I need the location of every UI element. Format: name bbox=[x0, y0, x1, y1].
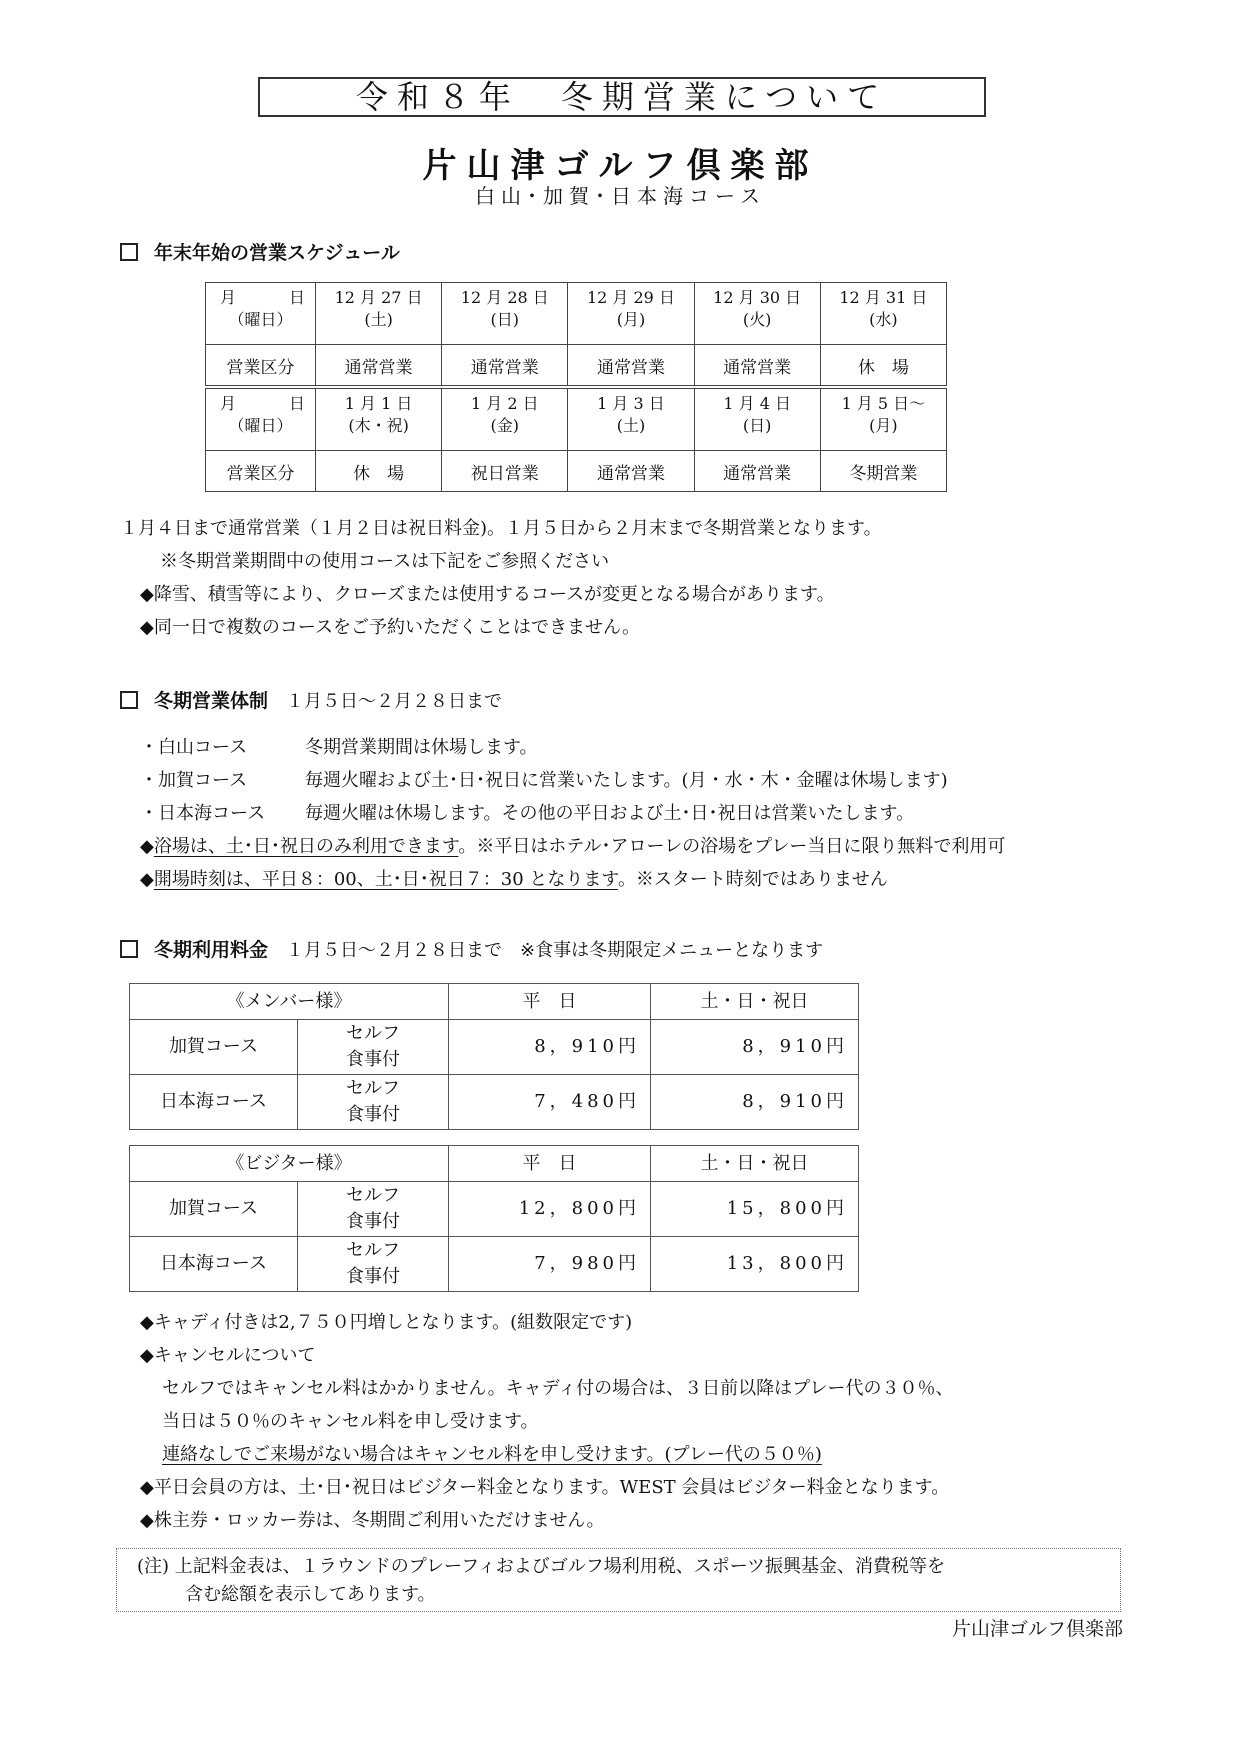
row-label-kind: 営業区分 bbox=[206, 345, 316, 388]
col-weekday: 平 日 bbox=[449, 1146, 651, 1182]
club-name: 片山津ゴルフ倶楽部 bbox=[422, 146, 819, 186]
fee-row bbox=[130, 1020, 859, 1075]
kind-cell: 休 場 bbox=[316, 451, 442, 492]
course-list: 白山･加賀･日本海コース bbox=[475, 184, 766, 208]
label-weekday: （曜日） bbox=[228, 310, 293, 329]
fee-header-row bbox=[130, 984, 859, 1020]
schedule-cell: 12 月 28 日 (日) bbox=[442, 283, 568, 345]
footnote-line: 含む総額を表示してあります。 bbox=[185, 1584, 436, 1605]
fee-row bbox=[130, 1182, 859, 1237]
cancel-text: セルフではキャンセル料はかかりません。キャディ付の場合は、３日前以降はプレー代の３０％、 bbox=[162, 1378, 954, 1399]
footnote-box bbox=[116, 1548, 1121, 1612]
course-name: 加賀コース bbox=[130, 1020, 298, 1075]
schedule-note: ◆同一日で複数のコースをご予約いただくことはできません。 bbox=[140, 617, 641, 638]
schedule-date-row bbox=[206, 387, 947, 451]
member-label: 《メンバー様》 bbox=[130, 984, 449, 1020]
label-month: 月 bbox=[220, 288, 237, 307]
schedule-note: ◆降雪、積雪等により、クローズまたは使用するコースが変更となる場合があります。 bbox=[140, 584, 835, 605]
visitor-label: 《ビジター様》 bbox=[130, 1146, 449, 1182]
course-name: 日本海コース bbox=[130, 1075, 298, 1130]
kind-cell: 通常営業 bbox=[694, 345, 820, 388]
section-period: １月５日～２月２８日まで bbox=[286, 940, 503, 961]
price-weekend: 15，800円 bbox=[651, 1182, 859, 1237]
price-weekday: 7，480円 bbox=[449, 1075, 651, 1130]
kind-cell: 通常営業 bbox=[442, 345, 568, 388]
kind-cell: 通常営業 bbox=[316, 345, 442, 388]
meal-note: ※食事は冬期限定メニューとなります bbox=[520, 940, 824, 961]
kind-cell: 通常営業 bbox=[568, 345, 694, 388]
checkbox-square-icon bbox=[120, 691, 138, 709]
document-title: 令和８年 冬期営業について bbox=[258, 77, 986, 117]
fee-header-row bbox=[130, 1146, 859, 1182]
price-weekend: 13，800円 bbox=[651, 1237, 859, 1292]
schedule-kind-row bbox=[206, 451, 947, 492]
schedule-cell: 1 月 2 日 (金) bbox=[442, 387, 568, 451]
checkbox-square-icon bbox=[120, 243, 138, 261]
fee-row bbox=[130, 1237, 859, 1292]
row-label-kind: 営業区分 bbox=[206, 451, 316, 492]
course-ops-item: ・加賀コース 毎週火曜および土･日･祝日に営業いたします。(月・水・木・金曜は休場します) bbox=[140, 770, 948, 791]
kind-cell: 休 場 bbox=[820, 345, 946, 388]
schedule-cell: 1 月 3 日 (土) bbox=[568, 387, 694, 451]
plan: セルフ 食事付 bbox=[298, 1237, 449, 1292]
section-title: 年末年始の営業スケジュール bbox=[154, 242, 400, 264]
course-name: 日本海コース bbox=[130, 1237, 298, 1292]
holiday-schedule-table bbox=[205, 282, 947, 492]
label-day: 日 bbox=[288, 288, 305, 307]
schedule-cell: 1 月 1 日 (木・祝) bbox=[316, 387, 442, 451]
row-label-date: 月 日 （曜日） bbox=[206, 387, 316, 451]
schedule-cell: 1 月 5 日～ (月) bbox=[820, 387, 946, 451]
cancel-text: 当日は５０％のキャンセル料を申し受けます。 bbox=[162, 1411, 539, 1432]
plan: セルフ 食事付 bbox=[298, 1020, 449, 1075]
cancel-text-noshow: 連絡なしでご来場がない場合はキャンセル料を申し受けます。(プレー代の５０％) bbox=[162, 1444, 822, 1465]
price-weekend: 8，910円 bbox=[651, 1020, 859, 1075]
member-fee-table bbox=[129, 983, 859, 1130]
plan: セルフ 食事付 bbox=[298, 1182, 449, 1237]
schedule-kind-row bbox=[206, 345, 947, 388]
price-weekday: 12，800円 bbox=[449, 1182, 651, 1237]
kind-cell: 通常営業 bbox=[568, 451, 694, 492]
kind-cell: 通常営業 bbox=[694, 451, 820, 492]
price-weekend: 8，910円 bbox=[651, 1075, 859, 1130]
section-heading-fees bbox=[120, 935, 823, 962]
price-weekday: 7，980円 bbox=[449, 1237, 651, 1292]
weekday-member-note: ◆平日会員の方は、土･日･祝日はビジター料金となります。WEST 会員はビジター料金となります。 bbox=[140, 1477, 950, 1498]
schedule-cell: 12 月 30 日 (火) bbox=[694, 283, 820, 345]
schedule-cell: 12 月 27 日 (土) bbox=[316, 283, 442, 345]
col-weekday: 平 日 bbox=[449, 984, 651, 1020]
fee-row bbox=[130, 1075, 859, 1130]
schedule-cell: 12 月 29 日 (月) bbox=[568, 283, 694, 345]
kind-cell: 冬期営業 bbox=[820, 451, 946, 492]
section-period: １月５日～２月２８日まで bbox=[286, 691, 503, 712]
course-ops-item: ・日本海コース 毎週火曜は休場します。その他の平日および土･日･祝日は営業いたします。 bbox=[140, 803, 915, 824]
visitor-fee-table bbox=[129, 1145, 859, 1292]
ticket-note: ◆株主券・ロッカー券は、冬期間ご利用いただけません。 bbox=[140, 1510, 605, 1531]
schedule-cell: 12 月 31 日 (水) bbox=[820, 283, 946, 345]
section-title: 冬期利用料金 bbox=[154, 939, 269, 961]
course-name: 加賀コース bbox=[130, 1182, 298, 1237]
bath-note: ◆浴場は、土･日･祝日のみ利用できます。※平日はホテル･アローレの浴場をプレー当日に限り無料で利用可 bbox=[140, 836, 1006, 857]
row-label-date bbox=[206, 283, 316, 345]
col-weekend: 土・日・祝日 bbox=[651, 984, 859, 1020]
schedule-note: ※冬期営業期間中の使用コースは下記をご参照ください bbox=[160, 551, 610, 572]
schedule-note: １月４日まで通常営業（１月２日は祝日料金)。１月５日から２月末まで冬期営業となります。 bbox=[120, 518, 882, 539]
signature: 片山津ゴルフ倶楽部 bbox=[951, 1618, 1123, 1640]
section-heading-schedule bbox=[120, 238, 400, 265]
section-title: 冬期営業体制 bbox=[154, 690, 269, 712]
footnote-line: (注) 上記料金表は、１ラウンドのプレーフィおよびゴルフ場利用税、スポーツ振興基金、消費税等を bbox=[137, 1556, 945, 1577]
checkbox-square-icon bbox=[120, 940, 138, 958]
schedule-date-row bbox=[206, 283, 947, 345]
section-heading-winter-ops bbox=[120, 686, 502, 713]
cancel-title: ◆キャンセルについて bbox=[140, 1345, 316, 1366]
kind-cell: 祝日営業 bbox=[442, 451, 568, 492]
col-weekend: 土・日・祝日 bbox=[651, 1146, 859, 1182]
opening-time-note: ◆開場時刻は、平日８：00、土･日･祝日７：30 となります。※スタート時刻ではありません bbox=[140, 869, 888, 890]
plan: セルフ 食事付 bbox=[298, 1075, 449, 1130]
course-ops-item: ・白山コース 冬期営業期間は休場します。 bbox=[140, 737, 538, 758]
caddie-note: ◆キャディ付きは2,７５０円増しとなります。(組数限定です) bbox=[140, 1312, 633, 1333]
price-weekday: 8，910円 bbox=[449, 1020, 651, 1075]
schedule-cell: 1 月 4 日 (日) bbox=[694, 387, 820, 451]
